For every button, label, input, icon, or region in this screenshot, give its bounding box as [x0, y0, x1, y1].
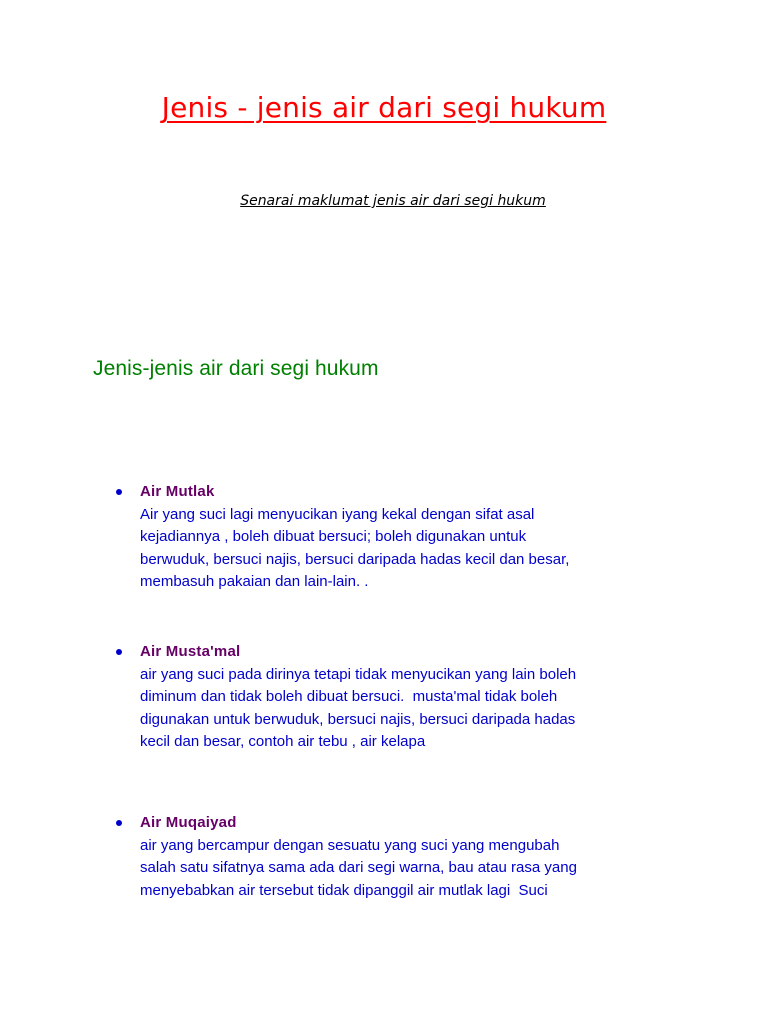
item-title: Air Muqaiyad: [140, 814, 237, 831]
bullet-icon: [116, 820, 122, 826]
section-heading: Jenis-jenis air dari segi hukum: [93, 357, 379, 380]
description-line: digunakan untuk berwuduk, bersuci najis, bersuci daripada hadas: [140, 710, 576, 728]
description-line: kecil dan besar, contoh air tebu , air kelapa: [140, 732, 426, 750]
item-description: [140, 835, 680, 902]
description-line: Air yang suci lagi menyucikan iyang kekal dengan sifat asal: [140, 506, 535, 523]
description-line: air yang bercampur dengan sesuatu yang suci yang mengubah: [140, 837, 560, 854]
description-line: air yang suci pada dirinya tetapi tidak menyucikan yang lain boleh: [140, 666, 577, 683]
description-line: menyebabkan air tersebut tidak dipanggil air mutlak lagi Suci: [140, 881, 548, 899]
bullet-icon: [116, 489, 122, 495]
description-line: salah satu sifatnya sama ada dari segi warna, bau atau rasa yang: [140, 859, 577, 877]
description-line: diminum dan tidak boleh dibuat bersuci. musta'mal tidak boleh: [140, 688, 558, 706]
item-description: [140, 664, 680, 753]
page-title: Jenis - jenis air dari segi hukum: [161, 91, 607, 124]
bullet-icon: [116, 649, 122, 655]
description-line: membasuh pakaian dan lain-lain. .: [140, 572, 369, 590]
item-title: Air Mutlak: [140, 483, 215, 500]
item-title: Air Musta'mal: [140, 643, 241, 660]
item-description: [140, 504, 680, 593]
page-subtitle: Senarai maklumat jenis air dari segi hukum: [240, 193, 546, 209]
description-line: kejadiannya , boleh dibuat bersuci; boleh digunakan untuk: [140, 528, 527, 546]
description-line: berwuduk, bersuci najis, bersuci daripada hadas kecil dan besar,: [140, 550, 570, 568]
